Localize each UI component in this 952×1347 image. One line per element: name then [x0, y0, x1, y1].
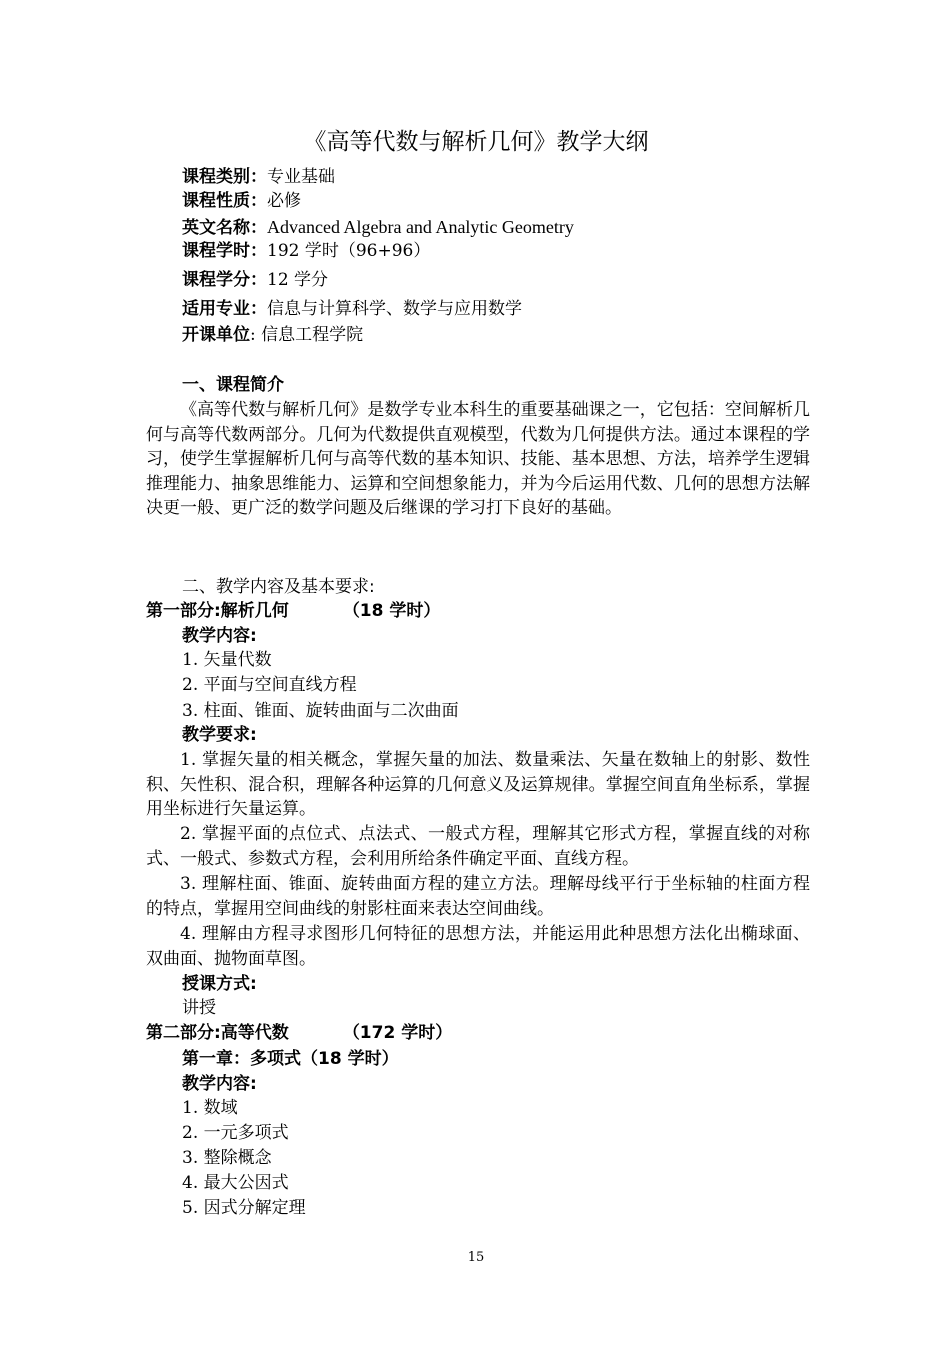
list-item: 2. 平面与空间直线方程 [182, 675, 357, 695]
meta-label: 课程学分： [182, 270, 267, 290]
part1-hours: （18 学时） [342, 601, 441, 621]
part2-heading [146, 1021, 452, 1045]
section1-heading: 一、课程简介 [182, 375, 284, 395]
meta-course-category [182, 165, 335, 189]
requirement-item: 2. 掌握平面的点位式、点法式、一般式方程，理解其它形式方程，掌握直线的对称式、一般式、参数式方程，会利用所给条件确定平面、直线方程。 [146, 824, 810, 869]
meta-offering-unit [182, 323, 363, 347]
meta-course-credits [182, 268, 328, 292]
meta-value: 专业基础 [267, 167, 335, 187]
part1-heading [146, 599, 440, 623]
document-title: 《高等代数与解析几何》教学大纲 [303, 129, 649, 155]
meta-value: 12 学分 [267, 270, 329, 290]
part1-requirements-label: 教学要求: [182, 725, 257, 745]
meta-label: 课程性质： [182, 191, 267, 211]
part2-content-label: 教学内容: [182, 1074, 257, 1094]
meta-value: 信息与计算科学、数学与应用数学 [267, 299, 522, 319]
list-item: 5. 因式分解定理 [182, 1198, 306, 1218]
meta-label: 英文名称： [182, 218, 267, 238]
list-item: 2. 一元多项式 [182, 1123, 289, 1143]
list-item: 1. 数域 [182, 1098, 238, 1118]
list-item: 4. 最大公因式 [182, 1173, 289, 1193]
meta-course-hours [182, 239, 430, 263]
section1-body: 《高等代数与解析几何》是数学专业本科生的重要基础课之一，它包括：空间解析几何与高等代数两部分。几何为代数提供直观模型，代数为几何提供方法。通过本课程的学习，使学生掌握解析几何与高等代数的基本知识、技能、基本思想、方法，培养学生逻辑推理能力、抽象思维能力、运算和空间想象能力，并为今后运用代数、几何的思想方法解决更一般、更广泛的数学问题及后继课的学习打下良好的基础。 [146, 400, 810, 519]
list-item: 3. 整除概念 [182, 1148, 272, 1168]
part2-chapter1: 第一章：多项式（18 学时） [182, 1049, 399, 1069]
part1-method: 讲授 [182, 998, 216, 1018]
page-number: 15 [467, 1250, 485, 1265]
part2-title: 第二部分:高等代数 [146, 1023, 289, 1043]
requirement-item: 4. 理解由方程寻求图形几何特征的思想方法，并能运用此种思想方法化出椭球面、双曲面、抛物面草图。 [146, 924, 810, 969]
meta-applicable-major [182, 297, 522, 321]
list-item: 3. 柱面、锥面、旋转曲面与二次曲面 [182, 701, 459, 721]
list-item: 1. 矢量代数 [182, 650, 272, 670]
part1-method-label: 授课方式: [182, 974, 257, 994]
meta-english-name [182, 215, 574, 240]
meta-label: 适用专业： [182, 299, 267, 319]
part1-content-label: 教学内容: [182, 626, 257, 646]
section2-heading: 二、教学内容及基本要求: [182, 577, 375, 597]
meta-course-nature [182, 189, 301, 213]
requirement-item: 1. 掌握矢量的相关概念，掌握矢量的加法、数量乘法、矢量在数轴上的射影、数性积、矢性积、混合积，理解各种运算的几何意义及运算规律。掌握空间直角坐标系，掌握用坐标进行矢量运算。 [146, 750, 810, 820]
meta-label: 课程类别： [182, 167, 267, 187]
meta-label: 开课单位 [182, 325, 250, 345]
meta-value: Advanced Algebra and Analytic Geometry [267, 217, 574, 237]
meta-value: : 信息工程学院 [250, 325, 364, 345]
meta-value: 必修 [267, 191, 301, 211]
part2-hours: （172 学时） [342, 1023, 453, 1043]
requirement-item: 3. 理解柱面、锥面、旋转曲面方程的建立方法。理解母线平行于坐标轴的柱面方程的特点，掌握用空间曲线的射影柱面来表达空间曲线。 [146, 874, 810, 919]
meta-value: 192 学时（96+96） [267, 241, 431, 261]
part1-title: 第一部分:解析几何 [146, 601, 289, 621]
meta-label: 课程学时： [182, 241, 267, 261]
